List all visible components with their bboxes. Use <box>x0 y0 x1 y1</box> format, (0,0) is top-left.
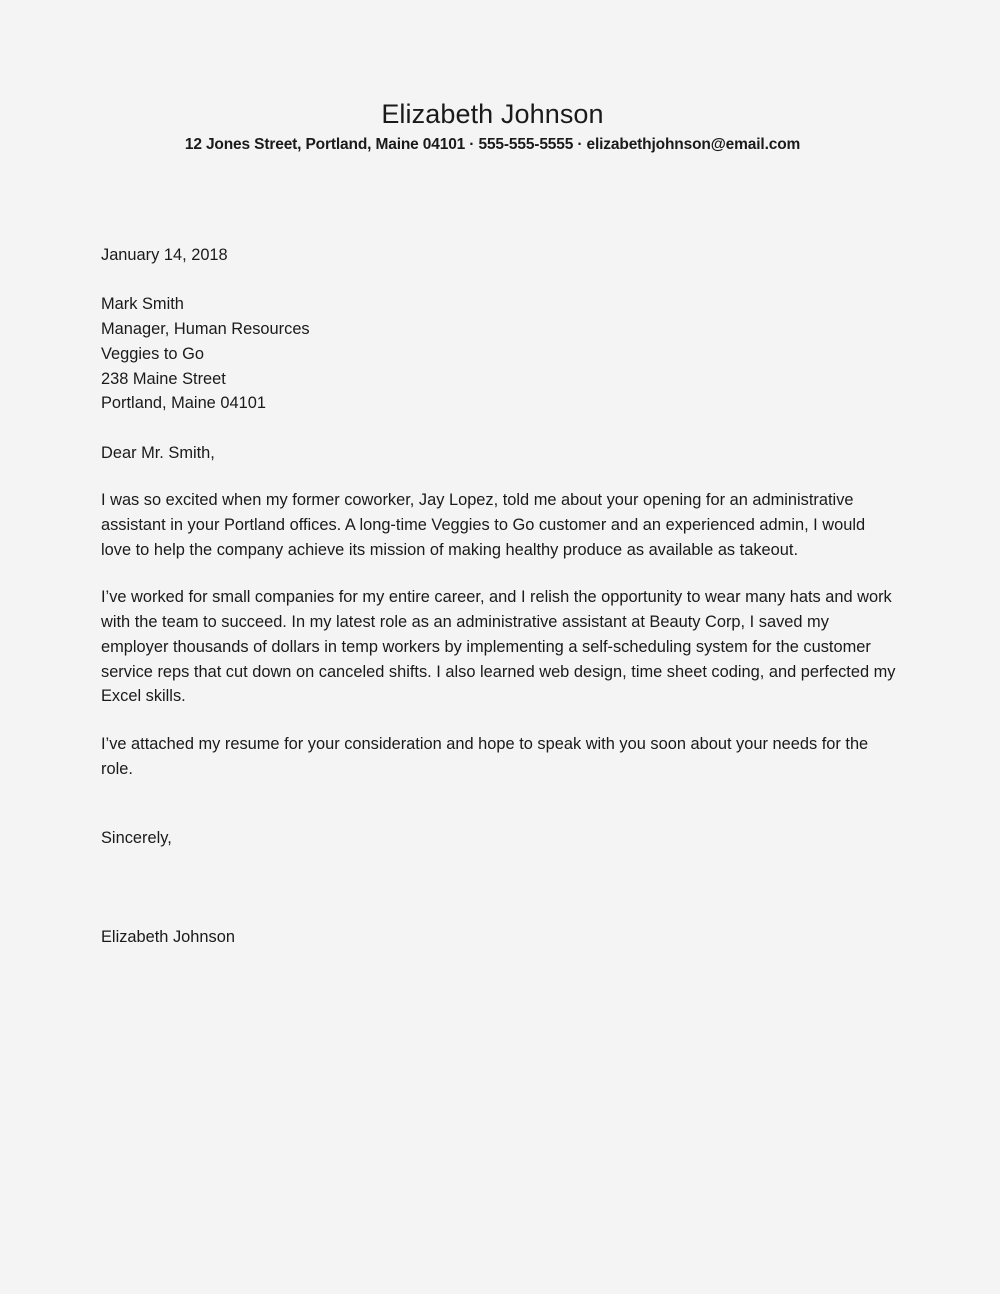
recipient-street: 238 Maine Street <box>101 369 226 388</box>
closing-line: Sincerely, <box>101 829 172 848</box>
sender-name: Elizabeth Johnson <box>381 99 604 129</box>
recipient-company: Veggies to Go <box>101 344 204 363</box>
letterhead <box>0 98 985 155</box>
letter-date: January 14, 2018 <box>101 246 228 264</box>
body-paragraph-3: I’ve attached my resume for your consideration and hope to speak with you soon about your needs for the role. <box>101 734 869 778</box>
recipient-address-block <box>101 292 896 416</box>
signature-name: Elizabeth Johnson <box>101 928 235 947</box>
body-paragraph-2: I’ve worked for small companies for my entire career, and I relish the opportunity to wear many hats and work with the team to succeed. In my latest role as an administrative assistant at Beauty Corp, I saved my employer thousands of dollars in temp workers by implementing a self-scheduling system for the customer service reps that cut down on canceled shifts. I also learned web design, time sheet coding, and perfected my Excel skills. <box>101 588 896 706</box>
body-paragraph-1: I was so excited when my former coworker, Jay Lopez, told me about your opening for an administrative assistant in your Portland offices. A long-time Veggies to Go customer and an experienced admin, I would love to help the company achieve its mission of making healthy produce as available as takeout. <box>101 491 866 559</box>
salutation: Dear Mr. Smith, <box>101 443 215 462</box>
recipient-city-state-zip: Portland, Maine 04101 <box>101 394 266 413</box>
recipient-name: Mark Smith <box>101 295 184 314</box>
letter-body <box>101 243 896 950</box>
recipient-title: Manager, Human Resources <box>101 320 310 339</box>
sender-contact-line: 12 Jones Street, Portland, Maine 04101 · 555-555-5555 · elizabethjohnson@email.com <box>184 136 801 153</box>
